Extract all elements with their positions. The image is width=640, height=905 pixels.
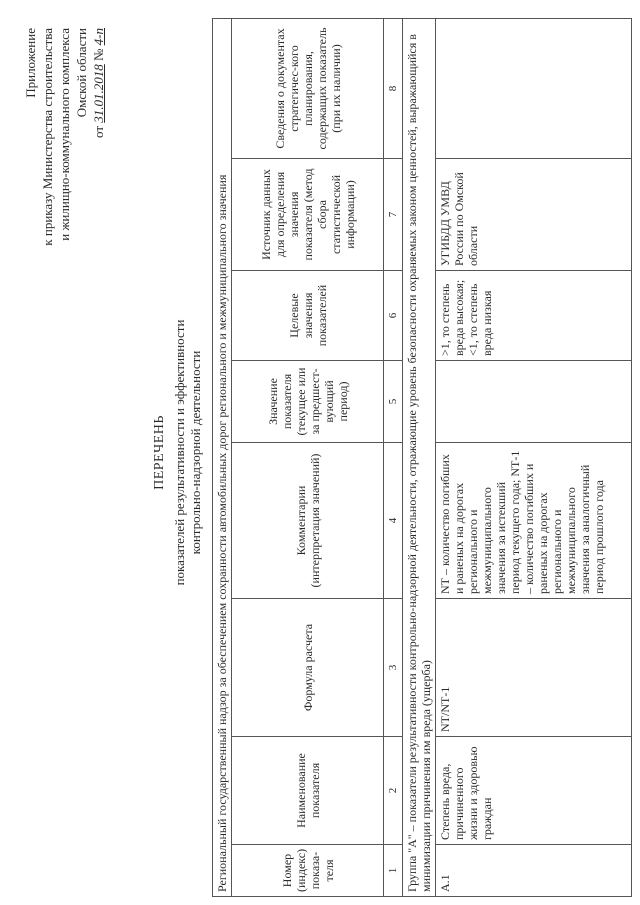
appendix-header bbox=[22, 28, 107, 388]
column-number: 7 bbox=[384, 159, 403, 271]
number-value: 4-п bbox=[91, 28, 106, 46]
date-value: 31.01.2018 bbox=[91, 64, 106, 123]
header-cell-comment: Комментарии (интерпретация значений) bbox=[232, 443, 384, 599]
row-comment-cell: NТ – количество погибших и раненых на дорогах регионального и межмуниципального значения за истекший период текущего года; NТ-1 – количество погибших и раненых на дорогах регионального и межмуниципального значения за аналогичный период прошлого года bbox=[436, 443, 632, 599]
column-number: 1 bbox=[384, 845, 403, 897]
column-number: 2 bbox=[384, 737, 403, 845]
indicators-table bbox=[212, 18, 632, 897]
header-cell-source: Источник данных для определения значения показателя (метод сбора статистической информации) bbox=[232, 159, 384, 271]
document-title: ПЕРЕЧЕНЬ bbox=[152, 415, 167, 490]
header-cell-formula: Формула расчета bbox=[232, 599, 384, 737]
row-source-cell: УГИБДД УМВД России по Омской области bbox=[436, 159, 632, 271]
column-number: 4 bbox=[384, 443, 403, 599]
row-index-cell: А.1 bbox=[436, 845, 632, 897]
header-cell-name: Наименование показателя bbox=[232, 737, 384, 845]
row-formula-cell: NТ/NТ-1 bbox=[436, 599, 632, 737]
column-number: 6 bbox=[384, 271, 403, 361]
column-number: 5 bbox=[384, 361, 403, 443]
row-strategic-docs-cell bbox=[436, 19, 632, 159]
header-cell-value: Значение показателя (текущее или за предшест-вующий период) bbox=[232, 361, 384, 443]
table-row bbox=[436, 19, 632, 897]
header-cell-index: Номер (индекс) показа-теля bbox=[232, 845, 384, 897]
row-target-cell: >1, то степень вреда высокая; <1, то степень вреда низкая bbox=[436, 271, 632, 361]
document-subtitle-line-2: контрольно-надзорной деятельности bbox=[188, 350, 203, 555]
column-number-row bbox=[384, 19, 403, 897]
appendix-label: Приложение bbox=[23, 28, 38, 98]
header-row bbox=[232, 19, 384, 897]
row-name-cell: Степень вреда, причиненного жизни и здоровью граждан bbox=[436, 737, 632, 845]
group-a-cell: Группа "А" – показатели результативности контрольно-надзорной деятельности, отражающие уровень безопасности охраняемых законом ценностей, выражающийся в минимизации причинения им вреда (ущерба) bbox=[403, 19, 436, 897]
column-number: 8 bbox=[384, 19, 403, 159]
row-value-cell bbox=[436, 361, 632, 443]
date-prefix: от bbox=[91, 126, 106, 139]
appendix-date-line bbox=[90, 28, 107, 388]
scope-cell: Региональный государственный надзор за обеспечением сохранности автомобильных дорог регионального и межмуниципального значения bbox=[213, 19, 232, 897]
appendix-order-line: к приказу Министерства строительства bbox=[40, 28, 55, 246]
group-a-row bbox=[403, 19, 436, 897]
number-prefix: № bbox=[91, 48, 106, 61]
appendix-ministry-line: и жилищно-коммунального комплекса bbox=[57, 28, 72, 241]
header-cell-target: Целевые значения показателей bbox=[232, 271, 384, 361]
document-subtitle-line-1: показателей результативности и эффективности bbox=[172, 319, 187, 586]
column-number: 3 bbox=[384, 599, 403, 737]
appendix-region-line: Омской области bbox=[74, 28, 89, 118]
header-cell-strategic-docs: Сведения о документах стратегичес-кого планирования, содержащих показатель (при их наличии) bbox=[232, 19, 384, 159]
scope-row bbox=[213, 19, 232, 897]
